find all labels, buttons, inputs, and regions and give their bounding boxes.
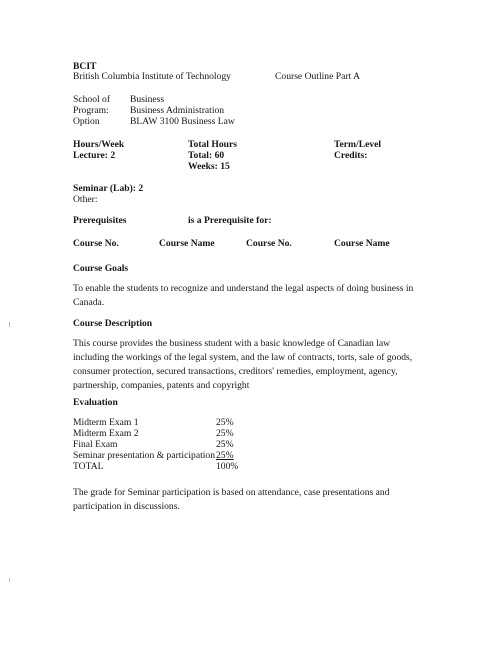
column-header: Course Name (334, 238, 390, 249)
evaluation-total-weight: 100% (216, 461, 239, 472)
hours-week-label: Hours/Week (73, 139, 125, 150)
total-hours: Total: 60 (188, 150, 225, 161)
other-label: Other: (73, 194, 98, 205)
column-header: Course Name (159, 238, 215, 249)
evaluation-weight: 25% (216, 450, 234, 461)
document-label: Course Outline Part A (275, 71, 361, 82)
total-hours-label: Total Hours (188, 139, 237, 150)
evaluation-item: Final Exam (73, 439, 118, 450)
column-header: Course No. (246, 238, 292, 249)
option-label: Option (73, 116, 100, 127)
option-value: BLAW 3100 Business Law (130, 116, 235, 127)
seminar-lab: Seminar (Lab): 2 (73, 183, 144, 194)
term-level-label: Term/Level (334, 139, 382, 150)
institute-name: British Columbia Institute of Technology (73, 71, 231, 82)
program-value: Business Administration (130, 105, 225, 116)
institute-code: BCIT (73, 61, 97, 72)
evaluation-heading: Evaluation (73, 397, 118, 408)
evaluation-item: Midterm Exam 2 (73, 428, 139, 439)
evaluation-note: The grade for Seminar participation is based on attendance, case presentations and participation in discussions. (73, 487, 390, 512)
course-goals-text: To enable the students to recognize and understand the legal aspects of doing business in Canada. (73, 283, 414, 308)
evaluation-item: Seminar presentation & participation (73, 450, 215, 461)
scan-speck (9, 322, 10, 327)
program-label: Program: (73, 105, 109, 116)
weeks: Weeks: 15 (188, 161, 230, 172)
evaluation-item: Midterm Exam 1 (73, 417, 139, 428)
prerequisites-label: Prerequisites (73, 215, 127, 226)
evaluation-total-label: TOTAL (73, 461, 104, 472)
lecture-hours: Lecture: 2 (73, 150, 116, 161)
school-label: School of (73, 94, 111, 105)
course-description-heading: Course Description (73, 318, 153, 329)
course-goals-heading: Course Goals (73, 263, 129, 274)
credits-label: Credits: (334, 150, 368, 161)
school-value: Business (130, 94, 165, 105)
evaluation-weight: 25% (216, 439, 234, 450)
course-description-text: This course provides the business student with a basic knowledge of Canadian law including the workings of the legal system, and the law of contracts, torts, sale of goods, consumer protection, secured transactions, creditors' remedies, employment, agency, partnership, companies, patents and copyright (73, 338, 413, 391)
scan-speck (9, 578, 10, 582)
is-prerequisite-for-label: is a Prerequisite for: (188, 215, 272, 226)
column-header: Course No. (73, 238, 119, 249)
evaluation-weight: 25% (216, 417, 234, 428)
evaluation-weight: 25% (216, 428, 234, 439)
